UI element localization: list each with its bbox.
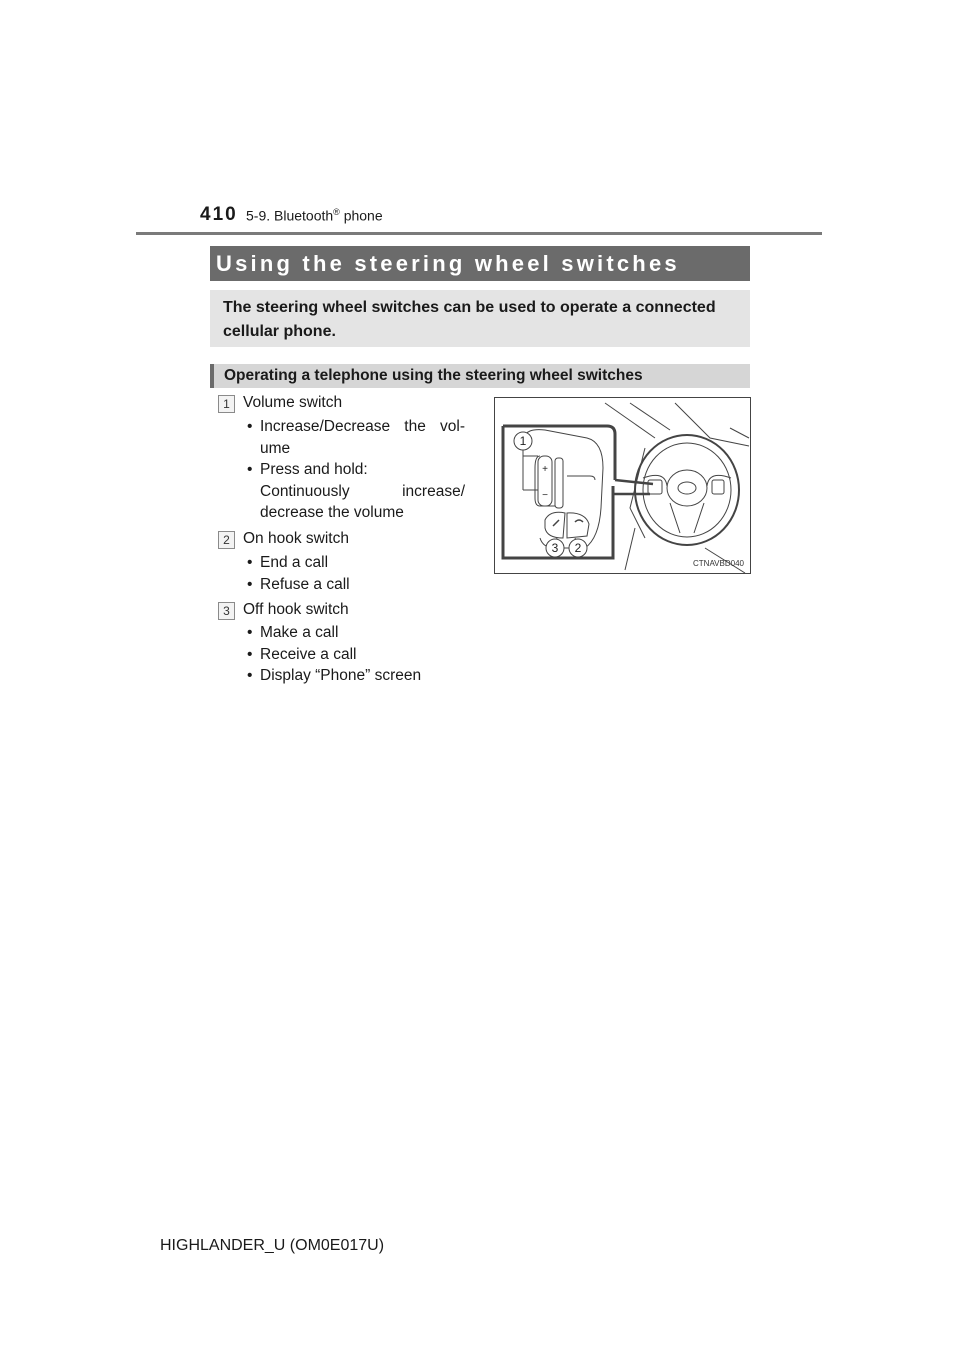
header-rule: [136, 232, 822, 235]
item-title-off-hook: Off hook switch: [243, 601, 349, 618]
bullet-refuse-call: • Refuse a call: [243, 574, 465, 596]
switch-minus-label: −: [542, 490, 548, 501]
callout-3: 3: [551, 541, 559, 555]
steering-wheel-illustration: [494, 397, 751, 574]
bullet-continuation: Continuously increase/: [260, 482, 465, 500]
bullet-make-call: • Make a call: [243, 622, 503, 644]
bullet-press-hold: • Press and hold:: [243, 459, 465, 481]
item-bullets-volume: [243, 416, 465, 524]
item-title-on-hook: On hook switch: [243, 530, 349, 547]
registered-mark: ®: [333, 207, 340, 217]
item-bullets-off-hook: [243, 622, 503, 687]
intro-text: The steering wheel switches can be used to operate a connected cellular phone.: [223, 299, 716, 340]
page-number: 410: [200, 204, 238, 225]
bullet-display-phone: • Display “Phone” screen: [243, 665, 503, 687]
bullet-receive-call: • Receive a call: [243, 644, 503, 666]
subsection-accent: [210, 364, 214, 388]
switch-plus-label: +: [542, 464, 548, 475]
figure-code: CTNAVBD040: [693, 559, 744, 568]
bullet-continuation: ume: [260, 439, 291, 457]
callout-1: 1: [519, 434, 527, 448]
running-header: [246, 207, 383, 224]
item-number-badge: 3: [218, 602, 235, 620]
section-suffix: phone: [339, 207, 383, 224]
section-label: 5-9. Bluetooth: [246, 207, 334, 224]
bullet-continuation: decrease the volume: [260, 504, 404, 521]
callout-2: 2: [574, 541, 582, 555]
subsection-title: Operating a telephone using the steering wheel switches: [224, 367, 643, 384]
item-bullets-on-hook: [243, 552, 465, 595]
item-number-badge: 2: [218, 531, 235, 549]
steering-wheel-drawing: [495, 398, 750, 573]
item-number-badge: 1: [218, 395, 235, 413]
bullet-increase-decrease: • Increase/Decrease the vol-: [243, 416, 465, 438]
item-title-volume-switch: Volume switch: [243, 394, 343, 411]
footer-model-code: HIGHLANDER_U (OM0E017U): [160, 1237, 385, 1254]
bullet-end-call: • End a call: [243, 552, 465, 574]
section-title: Using the steering wheel switches: [216, 251, 680, 276]
